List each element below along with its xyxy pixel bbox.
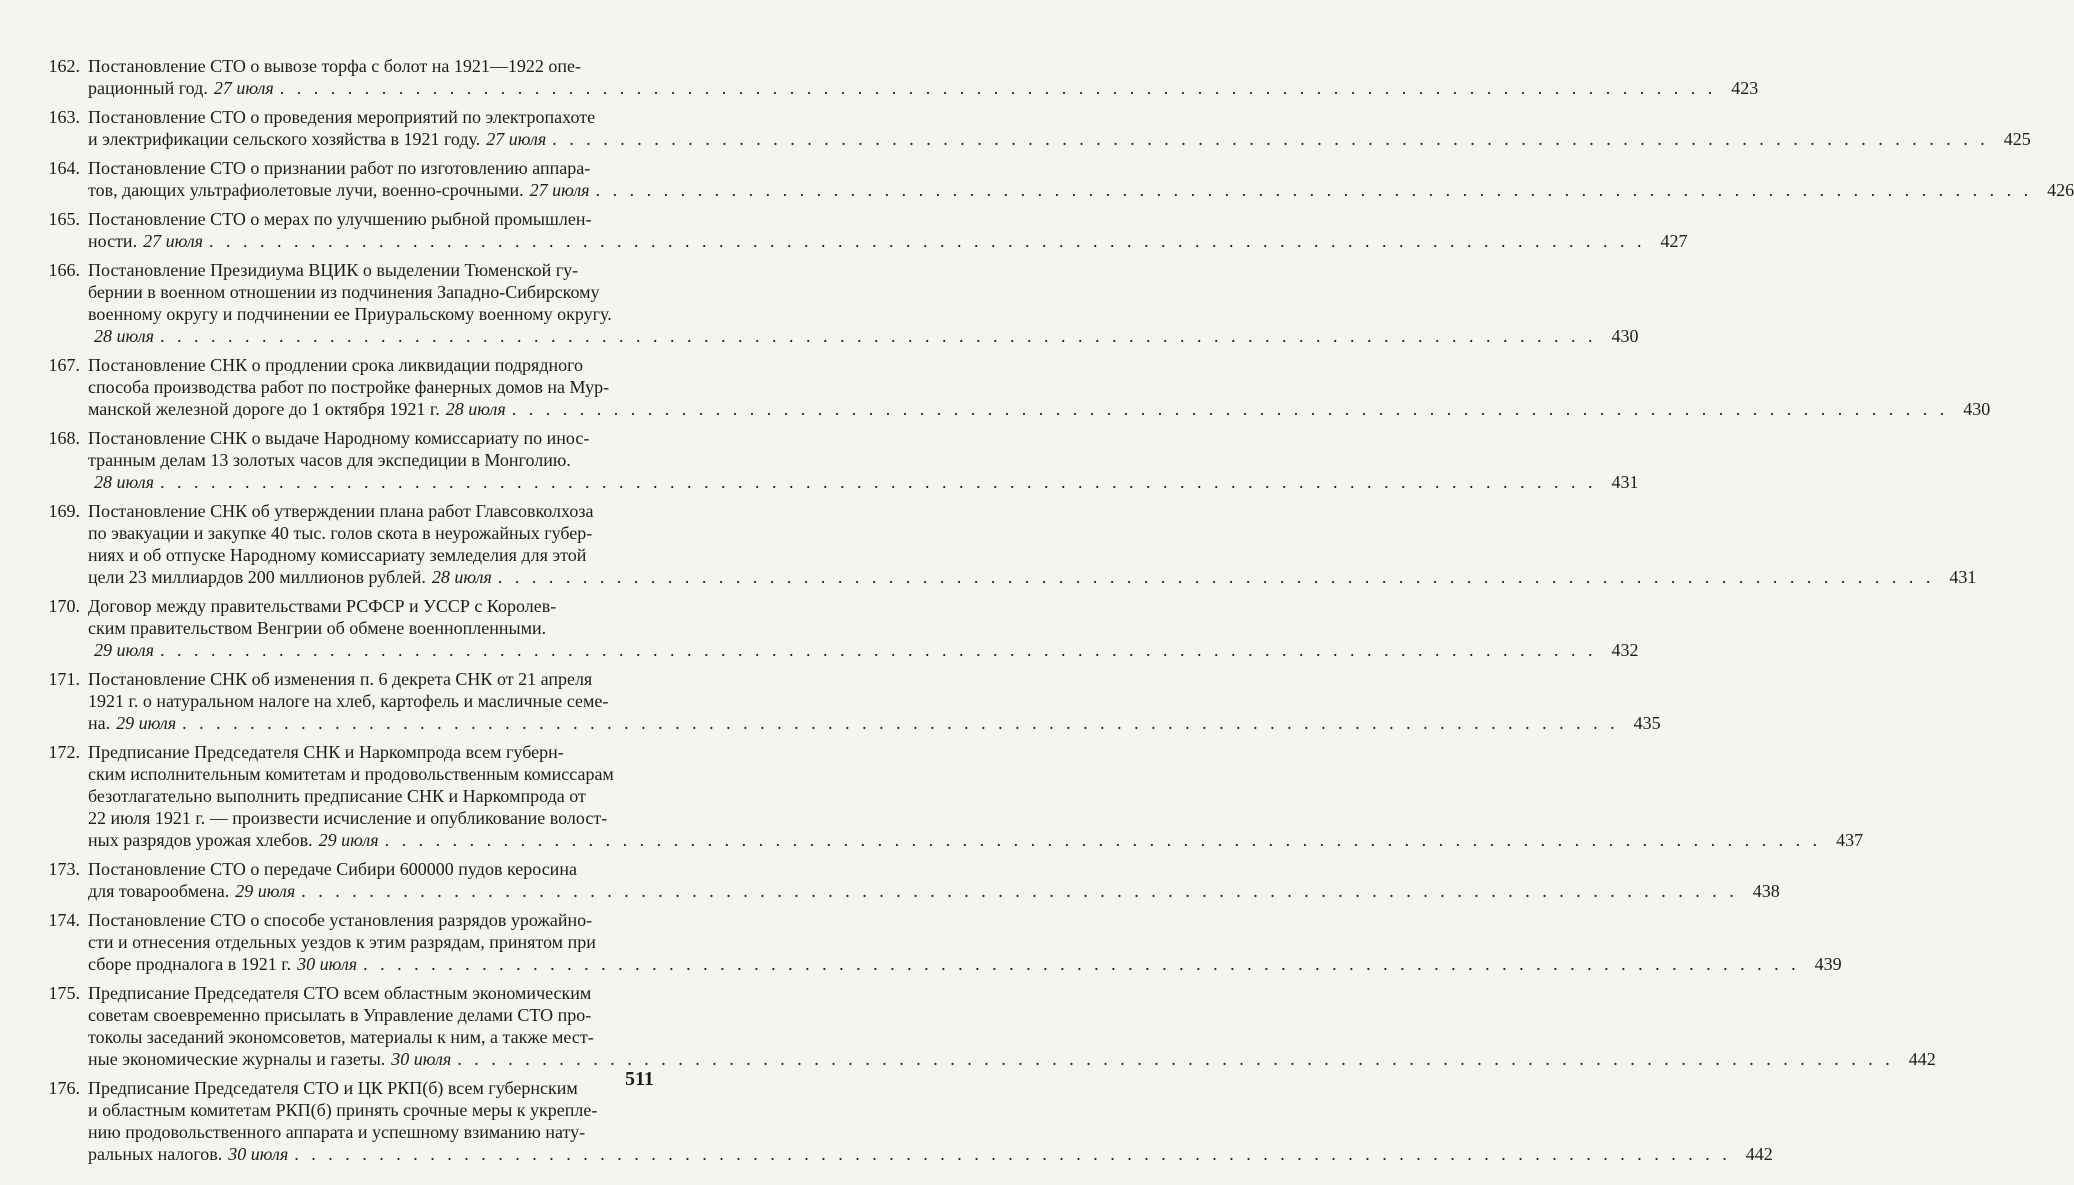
entry-text-line: Постановление СТО о проведения мероприятий по электропахоте	[88, 107, 596, 127]
entry-last-line	[88, 471, 1638, 493]
entry-page-number: 426	[2047, 180, 2074, 200]
entry-number: 173.	[48, 859, 80, 879]
entry-text-line: ским правительством Венгрии об обмене военнопленными.	[88, 618, 547, 638]
entry-date: 29 июля	[235, 881, 296, 901]
entry-text-line: бернии в военном отношении из подчинения Западно-Сибирскому	[88, 282, 600, 302]
leader-dots	[385, 829, 1822, 851]
entry-text-line: способа производства работ по постройке фанерных домов на Мур-	[88, 377, 610, 397]
entry-number: 162.	[48, 56, 80, 76]
entry-body	[88, 157, 2074, 201]
entry-last-line	[88, 325, 1638, 347]
entry-text-line: Постановление СТО о передаче Сибири 600000 пудов керосина	[88, 859, 577, 879]
toc-entry	[32, 55, 1759, 99]
leader-dots	[457, 1048, 1894, 1070]
entry-body	[88, 858, 1780, 902]
entry-date: 28 июля	[445, 399, 506, 419]
leader-dots	[596, 179, 2033, 201]
entry-last-line	[88, 398, 1990, 420]
entry-page-number: 432	[1611, 640, 1639, 660]
entry-body	[88, 427, 1638, 493]
entry-last-line	[88, 566, 1976, 588]
entry-text-line: нию продовольственного аппарата и успешному взиманию нату-	[88, 1122, 586, 1142]
entry-text-line: безотлагательно выполнить предписание СНК и Наркомпрода от	[88, 786, 586, 806]
entry-body	[88, 595, 1638, 661]
leader-dots	[280, 77, 1717, 99]
entry-text-line: сти и отнесения отдельных уездов к этим разрядам, принятом при	[88, 932, 596, 952]
entry-date: 27 июля	[143, 231, 204, 251]
entry-number: 167.	[48, 355, 80, 375]
leader-dots	[363, 953, 1800, 975]
leader-dots	[294, 1143, 1731, 1165]
entry-page-number: 439	[1814, 954, 1842, 974]
entry-date: 28 июля	[94, 326, 154, 346]
toc-entry	[32, 668, 1661, 734]
entry-page-number: 438	[1752, 881, 1780, 901]
entry-number: 176.	[48, 1078, 80, 1098]
entry-text-line: Постановление СТО о вывозе торфа с болот на 1921—1922 опе-	[88, 56, 582, 76]
toc-entry	[32, 259, 1639, 347]
leader-dots	[160, 325, 1597, 347]
entry-date: 27 июля	[486, 129, 547, 149]
leader-dots	[160, 471, 1597, 493]
entry-page-number: 425	[2003, 129, 2031, 149]
entry-text-line: Постановление СНК об изменения п. 6 декрета СНК от 21 апреля	[88, 669, 593, 689]
entry-text-line: Постановление СНК о продлении срока ликвидации подрядного	[88, 355, 584, 375]
entry-page-number: 431	[1949, 567, 1977, 587]
toc-entry	[32, 909, 1842, 975]
entry-last-line	[88, 880, 1780, 902]
entry-number: 172.	[48, 742, 80, 762]
entry-last-line	[88, 953, 1842, 975]
entry-text-line: манской железной дороге до 1 октября 1921 г.	[88, 399, 440, 419]
entry-number: 174.	[48, 910, 80, 930]
entry-text-line: по эвакуации и закупке 40 тыс. голов скота в неурожайных губер-	[88, 523, 593, 543]
entry-number: 175.	[48, 983, 80, 1003]
entry-last-line	[88, 179, 2074, 201]
entry-number: 168.	[48, 428, 80, 448]
toc-entry	[32, 595, 1639, 661]
entry-text-line: для товарообмена.	[88, 881, 230, 901]
entry-text-line: ниях и об отпуске Народному комиссариату земледелия для этой	[88, 545, 587, 565]
entry-body	[88, 208, 1688, 252]
entry-text-line: 22 июля 1921 г. — произвести исчисление и опубликование волост-	[88, 808, 608, 828]
entry-page-number: 435	[1633, 713, 1661, 733]
entry-page-number: 442	[1908, 1049, 1936, 1069]
entry-text-line: и областным комитетам РКП(б) принять срочные меры к укрепле-	[88, 1100, 598, 1120]
entry-last-line	[88, 1048, 1936, 1070]
toc-entry	[32, 858, 1780, 902]
leader-dots	[552, 128, 1989, 150]
entry-body	[88, 1077, 1773, 1165]
entry-body	[88, 354, 1990, 420]
entry-text-line: 1921 г. о натуральном налоге на хлеб, картофель и масличные семе-	[88, 691, 609, 711]
entry-last-line	[88, 77, 1758, 99]
entry-page-number: 437	[1836, 830, 1864, 850]
entry-number: 165.	[48, 209, 80, 229]
entry-body	[88, 106, 2031, 150]
entry-text-line: Договор между правительствами РСФСР и УССР с Королев-	[88, 596, 557, 616]
leader-dots	[160, 639, 1597, 661]
entry-date: 30 июля	[297, 954, 358, 974]
leader-dots	[512, 398, 1949, 420]
entry-page-number: 430	[1611, 326, 1639, 346]
toc-entry	[32, 208, 1688, 252]
entry-last-line	[88, 1143, 1773, 1165]
entry-text-line: Постановление Президиума ВЦИК о выделении Тюменской гу-	[88, 260, 579, 280]
toc-entry	[32, 106, 2031, 150]
entry-text-line: ных разрядов урожая хлебов.	[88, 830, 313, 850]
entry-text-line: тов, дающих ультрафиолетовые лучи, военно-срочными.	[88, 180, 524, 200]
entry-date: 29 июля	[318, 830, 379, 850]
entry-number: 166.	[48, 260, 80, 280]
leader-dots	[182, 712, 1619, 734]
entry-body	[88, 741, 1863, 851]
entry-last-line	[88, 829, 1863, 851]
entry-page-number: 423	[1731, 78, 1759, 98]
entry-number: 170.	[48, 596, 80, 616]
entry-text-line: рационный год.	[88, 78, 208, 98]
entry-body	[88, 909, 1842, 975]
entry-text-line: ральных налогов.	[88, 1144, 223, 1164]
entry-text-line: Постановление СТО о мерах по улучшению рыбной промышлен-	[88, 209, 592, 229]
entry-body	[88, 500, 1976, 588]
entry-text-line: Постановление СТО о признании работ по изготовлению аппара-	[88, 158, 591, 178]
leader-dots	[301, 880, 1738, 902]
entry-text-line: военному округу и подчинении ее Приуральскому военному округу.	[88, 304, 612, 324]
entry-text-line: Постановление СТО о способе установления разрядов урожайно-	[88, 910, 593, 930]
entry-number: 163.	[48, 107, 80, 127]
toc-entry	[32, 354, 1991, 420]
entry-body	[88, 259, 1638, 347]
entry-page-number: 430	[1963, 399, 1991, 419]
entry-date: 28 июля	[94, 472, 154, 492]
entry-date: 30 июля	[391, 1049, 452, 1069]
entry-text-line: токолы заседаний экономсоветов, материалы к ним, а также мест-	[88, 1027, 594, 1047]
entry-text-line: и электрификации сельского хозяйства в 1921 году.	[88, 129, 481, 149]
entry-page-number: 431	[1611, 472, 1639, 492]
entry-page-number: 442	[1745, 1144, 1773, 1164]
toc-entry	[32, 500, 1977, 588]
entry-text-line: советам своевременно присылать в Управление делами СТО про-	[88, 1005, 592, 1025]
entry-text-line: транным делам 13 золотых часов для экспедиции в Монголию.	[88, 450, 571, 470]
entry-text-line: ским исполнительным комитетам и продовольственным комиссарам	[88, 764, 614, 784]
entry-date: 28 июля	[431, 567, 492, 587]
entry-text-line: цели 23 миллиардов 200 миллионов рублей.	[88, 567, 426, 587]
entry-text-line: сборе продналога в 1921 г.	[88, 954, 292, 974]
entry-body	[88, 55, 1758, 99]
entry-text-line: ности.	[88, 231, 138, 251]
entry-body	[88, 668, 1661, 734]
entry-body	[88, 982, 1936, 1070]
entry-text-line: Предписание Председателя СТО и ЦК РКП(б) всем губернским	[88, 1078, 578, 1098]
entry-text-line: Постановление СНК об утверждении плана работ Главсовколхоза	[88, 501, 594, 521]
toc-entry	[32, 982, 1936, 1070]
entry-date: 27 июля	[213, 78, 274, 98]
toc-entry	[32, 427, 1639, 493]
toc-entry	[32, 157, 2074, 201]
entry-number: 169.	[48, 501, 80, 521]
entry-page-number: 427	[1660, 231, 1688, 251]
table-of-contents	[32, 55, 2074, 1172]
entry-number: 164.	[48, 158, 80, 178]
leader-dots	[498, 566, 1935, 588]
entry-text-line: Предписание Председателя СТО всем областным экономическим	[88, 983, 592, 1003]
entry-last-line	[88, 230, 1688, 252]
entry-date: 29 июля	[116, 713, 177, 733]
entry-date: 30 июля	[228, 1144, 289, 1164]
page-number: 511	[625, 1068, 654, 1090]
entry-last-line	[88, 639, 1638, 661]
entry-number: 171.	[48, 669, 80, 689]
toc-entry	[32, 741, 1864, 851]
entry-date: 27 июля	[529, 180, 590, 200]
entry-last-line	[88, 128, 2031, 150]
entry-last-line	[88, 712, 1661, 734]
entry-date: 29 июля	[94, 640, 154, 660]
entry-text-line: на.	[88, 713, 111, 733]
entry-text-line: ные экономические журналы и газеты.	[88, 1049, 386, 1069]
leader-dots	[209, 230, 1646, 252]
entry-text-line: Предписание Председателя СНК и Наркомпрода всем губерн-	[88, 742, 564, 762]
entry-text-line: Постановление СНК о выдаче Народному комиссариату по инос-	[88, 428, 590, 448]
toc-entry	[32, 1077, 1773, 1165]
